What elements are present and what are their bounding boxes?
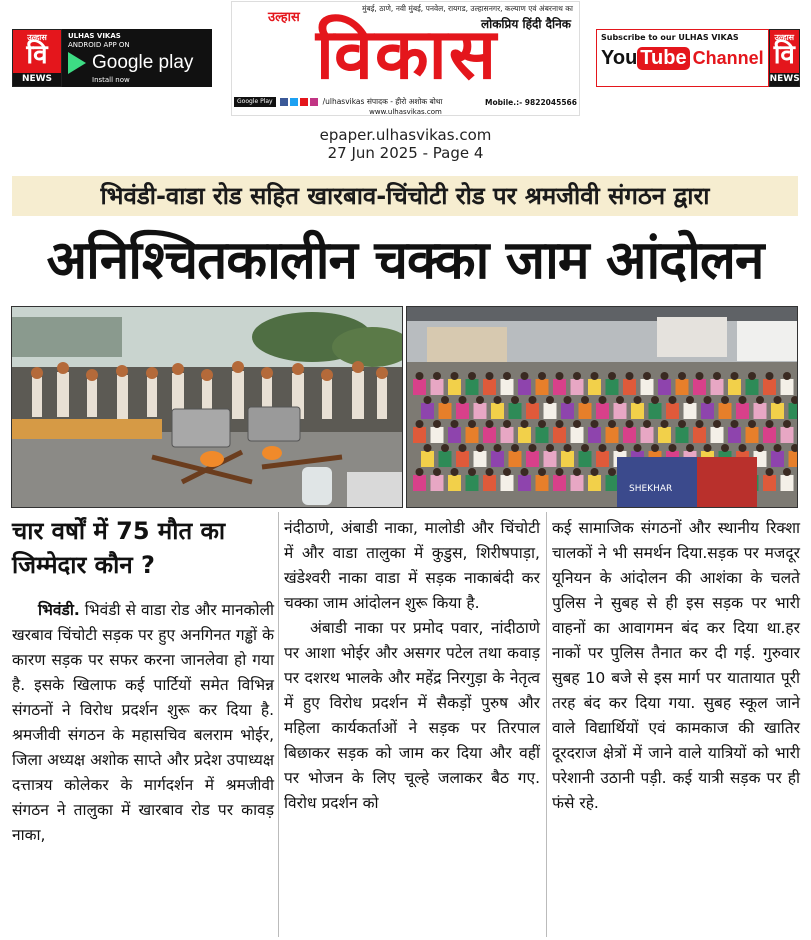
google-play-badge[interactable]: [62, 29, 212, 87]
twitter-icon[interactable]: [290, 98, 298, 106]
youtube-channel-ad[interactable]: [596, 29, 800, 87]
dateline: भिवंडी.: [38, 601, 80, 619]
photo-crowd-illustration: [407, 307, 798, 508]
edition-date-page: 27 Jun 2025 - Page 4: [327, 144, 484, 162]
google-play-chip[interactable]: Google Play: [234, 97, 276, 107]
column-1-paragraph: [12, 598, 274, 848]
subscribe-line: Subscribe to our ULHAS VIKAS: [601, 33, 739, 42]
article-subheading: चार वर्षों में 75 मौत का जिम्मेदार कौन ?: [12, 517, 226, 579]
masthead-info-strip: [234, 96, 577, 108]
masthead: [231, 1, 580, 116]
facebook-icon[interactable]: [280, 98, 288, 106]
youtube-subscribe-badge[interactable]: [596, 29, 769, 87]
column-2-paragraph-2: अंबाडी नाका पर प्रमोद पवार, नांदीठाणे पर आशा भोईर और असगर पटेल तथा कवाड़ पर दशरथ भालके और महेंद्र निरगुड़ा के नेतृत्व में हुए विरोध प्रदर्शन में सैकड़ों पुरुष और महिला कार्यकर्ताओं ने सड़क पर तिरपाल बिछाकर सड़क को जाम कर दिया और वहीं पर भोजन के लिए चूल्हे जलाकर बैठ गए. विरोध प्रदर्शन को: [284, 619, 540, 812]
ad-android-line: ANDROID APP ON: [68, 41, 130, 49]
logo-news-text: NEWS: [13, 73, 61, 86]
install-now-text: Install now: [92, 76, 130, 84]
column-divider: [278, 512, 279, 937]
masthead-brand-small: उल्हास: [268, 10, 300, 25]
youtube-you: You: [601, 47, 638, 69]
logo-glyph: वि: [26, 40, 48, 70]
news-logo-right: [769, 29, 800, 87]
column-divider: [546, 512, 547, 937]
news-logo: [12, 29, 62, 87]
social-handle-editor: /ulhasvikas संपादक - हीरो अशोक बोथा: [322, 97, 443, 106]
masthead-cities: मुंबई, ठाणे, नवी मुंबई, पनवेल, रायगड, उल्हासनगर, कल्याण एवं अंबरनाथ का: [361, 4, 573, 13]
youtube-logo: [601, 47, 764, 70]
photo-protest-crowd: [406, 306, 798, 508]
youtube-channel-word: Channel: [692, 48, 764, 68]
google-play-label: Google play: [92, 52, 194, 73]
column-2-paragraph-1: नंदीठाणे, अंबाडी नाका, मालोडी और चिंचोटी में और वाडा तालुका में कुडुस, शिरीषपाड़ा, खंडेश्वरी नाका वाडा में सड़क नाकाबंदी कर चक्का जाम आंदोलन शुरू किया है.: [284, 519, 540, 612]
ad-brand: ULHAS VIKAS: [68, 32, 121, 40]
photo-cooking-on-road: [11, 306, 403, 508]
article-column-3: [552, 516, 800, 816]
logo-top-text: उल्हास: [27, 33, 47, 42]
android-app-ad[interactable]: [12, 29, 212, 87]
logo-top-text: उल्हास: [774, 33, 795, 42]
youtube-icon[interactable]: [300, 98, 308, 106]
masthead-website[interactable]: www.ulhasvikas.com: [369, 108, 442, 116]
youtube-tube: Tube: [637, 47, 689, 70]
shirt-text: SHEKHAR: [629, 484, 673, 494]
instagram-icon[interactable]: [310, 98, 318, 106]
photo-cooking-illustration: [12, 307, 403, 508]
article-column-1: [12, 598, 274, 848]
masthead-tagline: लोकप्रिय हिंदी दैनिक: [480, 17, 571, 31]
article-kicker: भिवंडी-वाडा रोड सहित खारबाव-चिंचोटी रोड पर श्रमजीवी संगठन द्वारा: [12, 176, 798, 216]
column-1-text: भिवंडी से वाडा रोड और मानकोली खरबाव चिंचोटी सड़क पर हुए अनगिनत गड्ढों के कारण सड़क पर सफर करना जानलेवा हो गया है. इसके खिलाफ कई पार्टियों समेत विभिन्न संगठनों ने विरोध प्रदर्शन शुरू कर दिया है. श्रमजीवी संगठन के महासचिव बलराम भोईर, जिला अध्यक्ष अशोक साप्ते और प्रदेश उपाध्यक्ष दत्तात्रय कोलेकर के मार्गदर्शन में श्रमजीवी संगठन ने तालुका में खारबाव रोड पर कावड़ नाका,: [12, 601, 274, 844]
article-headline: अनिश्चितकालीन चक्का जाम आंदोलन: [46, 230, 764, 291]
masthead-mobile: Mobile.:- 9822045566: [485, 97, 577, 107]
epaper-site[interactable]: epaper.ulhasvikas.com: [319, 126, 492, 144]
column-3-paragraph: कई सामाजिक संगठनों और स्थानीय रिक्शा चालकों ने भी समर्थन दिया.सड़क पर मजदूर यूनियन के आंदोलन की आशंका के चलते पुलिस ने सुबह से ही इस सड़क पर भारी वाहनों का आवागमन बंद कर दिया था.हर नाकों पर पुलिस तैनात कर दी गई. गुरुवार सुबह 10 बजे से इस मार्ग पर यातायात पूरी तरह बंद कर दिया गया. सुबह स्कूल जाने वाले विद्यार्थियों एवं कामकाज की खातिर दूरदराज क्षेत्रों में जाने वाले यात्रियों को भारी परेशानी उठानी पड़ी. कई यात्री सड़क पर ही फंसे रहे.: [552, 519, 800, 812]
google-play-icon: [68, 52, 86, 74]
article-column-2: [284, 516, 540, 816]
edition-info: [0, 126, 811, 162]
newspaper-title: विकास: [315, 13, 499, 95]
logo-glyph: वि: [773, 40, 795, 70]
logo-news-text: NEWS: [769, 74, 800, 84]
